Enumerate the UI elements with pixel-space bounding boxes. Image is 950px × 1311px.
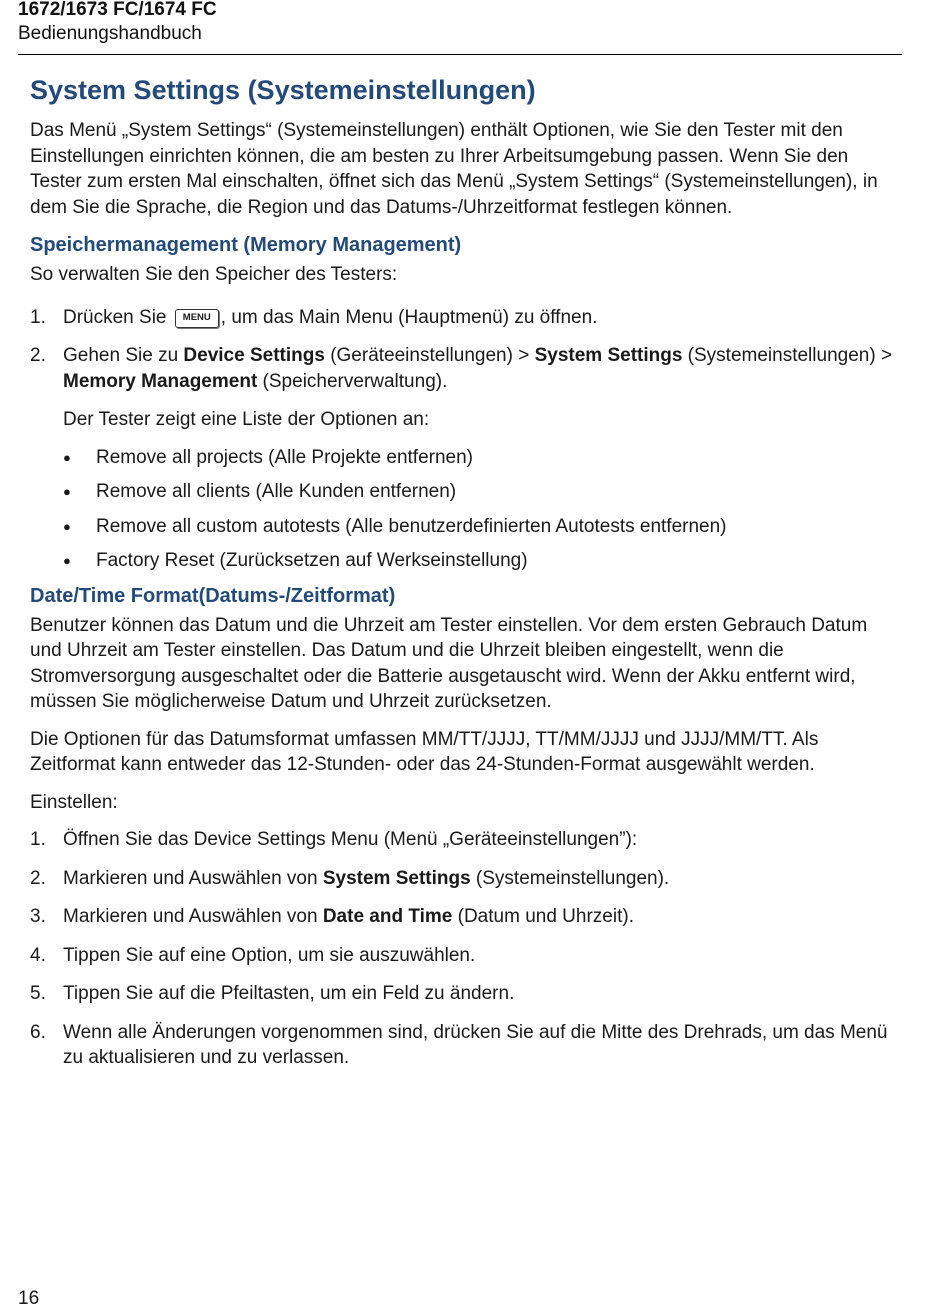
memory-step-2 <box>30 343 900 394</box>
page-content <box>30 72 900 1084</box>
step-text: Tippen Sie auf die Pfeiltasten, um ein Feld zu ändern. <box>63 983 515 1004</box>
options-intro: Der Tester zeigt eine Liste der Optionen an: <box>63 409 430 430</box>
bullet-icon: ● <box>63 484 71 499</box>
step-text-part: (Speicherverwaltung). <box>257 370 448 392</box>
step-text-post: (Datum und Uhrzeit). <box>452 906 634 927</box>
step-number: 6. <box>30 1021 46 1043</box>
memory-options-list <box>63 445 900 574</box>
date-time-para-1: Benutzer können das Datum und die Uhrzeit am Tester einstellen. Vor dem ersten Gebrauch Datum und Uhrzeit am Tester einstellen. Das Datum und die Uhrzeit bleiben eingestellt, wenn die Stromversorgung ausgeschaltet oder die Batterie ausgetauscht wird. Wenn der Akku entfernt wird, müssen Sie möglicherweise Datum und Uhrzeit zurücksetzen. <box>30 614 868 712</box>
menu-path-device-settings: Device Settings <box>183 345 325 366</box>
document-title: Bedienungshandbuch <box>18 23 202 44</box>
page-number: 16 <box>18 1288 40 1309</box>
bullet-icon: ● <box>63 449 71 465</box>
running-header <box>18 0 902 46</box>
memory-intro: So verwalten Sie den Speicher des Testers: <box>30 264 398 285</box>
step-text-part: Gehen Sie zu <box>63 345 184 366</box>
step-text: Wenn alle Änderungen vorgenommen sind, drücken Sie auf die Mitte des Drehrads, um das Menü zu aktualisieren und zu verlassen. <box>63 1021 888 1068</box>
list-item <box>63 445 900 471</box>
step-text: Tippen Sie auf eine Option, um sie auszuwählen. <box>63 944 476 966</box>
list-item <box>63 514 900 540</box>
step-text <box>63 343 900 394</box>
bullet-icon: ● <box>63 553 71 568</box>
list-item <box>63 479 900 505</box>
step-number: 3. <box>30 906 46 927</box>
step-number: 2. <box>30 345 46 366</box>
date-time-step-1 <box>30 827 900 853</box>
date-time-heading: Date/Time Format(Datums-/Zeitformat) <box>30 584 396 607</box>
list-item <box>63 548 900 574</box>
date-time-step-2 <box>30 866 900 892</box>
memory-management-heading: Speichermanagement (Memory Management) <box>30 234 462 256</box>
date-time-steps <box>30 827 900 1071</box>
menu-path-memory-management: Memory Management <box>63 370 258 392</box>
step-text-pre: Markieren und Auswählen von <box>63 906 323 927</box>
list-item-text: Factory Reset (Zurücksetzen auf Werkseinstellung) <box>96 550 528 571</box>
step-text-part: (Systemeinstellungen) > <box>682 345 893 366</box>
menu-key-icon: MENU <box>175 309 219 328</box>
date-time-step-5 <box>30 981 900 1007</box>
step-text <box>63 866 900 892</box>
setup-label: Einstellen: <box>30 791 118 813</box>
step-text <box>63 305 900 331</box>
list-item-text: Remove all projects (Alle Projekte entfernen) <box>96 446 474 468</box>
step-number: 5. <box>30 983 46 1004</box>
step-number: 4. <box>30 944 46 966</box>
date-time-step-3 <box>30 904 900 930</box>
date-time-step-6 <box>30 1020 900 1071</box>
bullet-icon: ● <box>63 518 71 534</box>
step-text-post: , um das Main Menu (Hauptmenü) zu öffnen. <box>220 306 598 328</box>
step-text-part: (Geräteeinstellungen) > <box>324 345 535 366</box>
step-text-pre: Markieren und Auswählen von <box>63 867 323 889</box>
header-divider <box>18 54 902 55</box>
section-intro: Das Menü „System Settings“ (Systemeinstellungen) enthält Optionen, wie Sie den Tester mit den Einstellungen einrichten können, die am besten zu Ihrer Arbeitsumgebung passen. Wenn Sie den Tester zum ersten Mal einschalten, öffnet sich das Menü „System Settings“ (Systemeinstellungen), in dem Sie die Sprache, die Region und das Datums-/Uhrzeitformat festlegen können. <box>30 120 878 218</box>
list-item-text: Remove all custom autotests (Alle benutzerdefinierten Autotests entfernen) <box>96 515 727 537</box>
date-time-step-4 <box>30 943 900 969</box>
step-number: 1. <box>30 829 46 850</box>
step-number: 1. <box>30 306 46 328</box>
step-text <box>63 904 900 930</box>
list-item-text: Remove all clients (Alle Kunden entfernen) <box>96 481 457 502</box>
step-text-pre: Drücken Sie <box>63 306 167 328</box>
product-name: 1672/1673 FC/1674 FC <box>18 0 217 20</box>
date-time-para-2: Die Optionen für das Datumsformat umfassen MM/TT/JJJJ, TT/MM/JJJJ und JJJJ/MM/TT. Als Zeitformat kann entweder das 12-Stunden- oder das 24-Stunden-Format ausgewählt werden. <box>30 728 819 775</box>
menu-path-date-and-time: Date and Time <box>322 906 453 927</box>
step-number: 2. <box>30 867 46 889</box>
menu-path-system-settings: System Settings <box>534 345 683 366</box>
step-text: Öffnen Sie das Device Settings Menu (Menü „Geräteeinstellungen”): <box>63 829 638 850</box>
step-text-post: (Systemeinstellungen). <box>470 867 670 889</box>
memory-step-1 <box>30 305 900 331</box>
menu-path-system-settings: System Settings <box>322 867 471 889</box>
section-title: System Settings (Systemeinstellungen) <box>30 75 536 105</box>
memory-steps <box>30 305 900 395</box>
